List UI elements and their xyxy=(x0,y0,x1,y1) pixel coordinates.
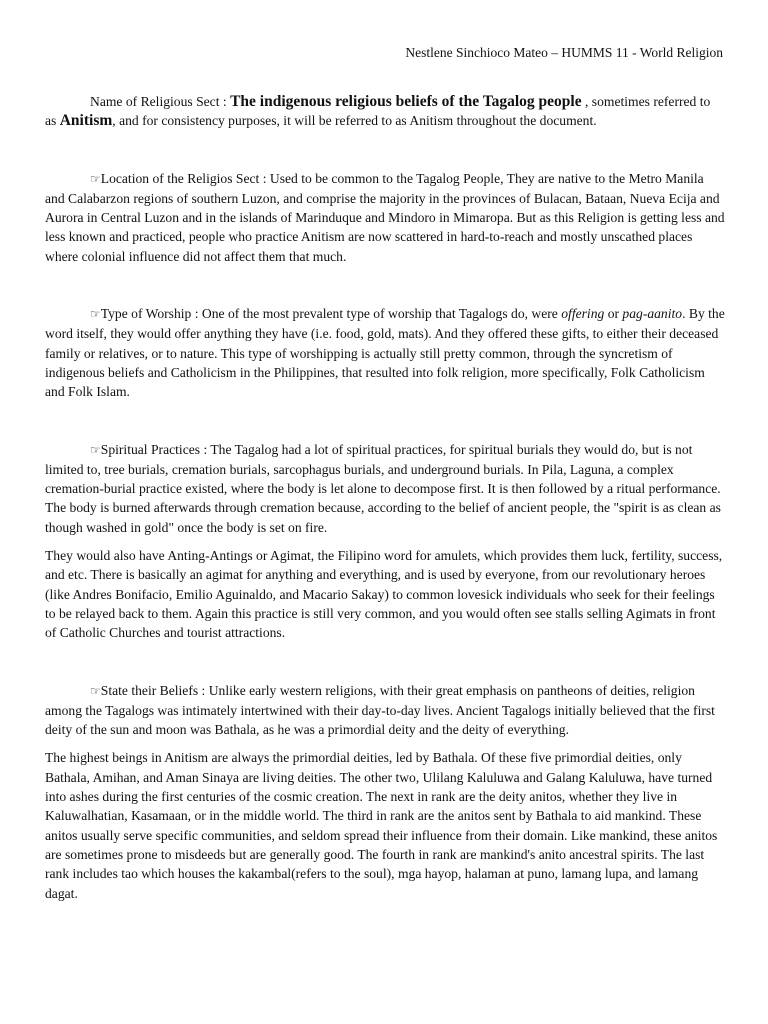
worship-text-or: or xyxy=(604,306,623,322)
location-text: Location of the Religios Sect : Used to be common to the Tagalog People, They are native to the Metro Manila and Calabarzon regions of southern Luzon, and comprise the majority in the provinces of Bulacan, Bataan, Nueva Ecija and Aurora in Central Luzon and in the islands of Marinduque and Mindoro in Mimaropa. But as this Religion is getting less and less known and practiced, people who practice Anitism are now scattered in hard-to-reach and mostly unscathed places where colonial influence did not affect them that much. xyxy=(45,170,725,264)
sect-label: Name of Religious Sect : xyxy=(90,94,231,109)
pointing-hand-icon: ☞ xyxy=(90,307,101,322)
worship-paragraph xyxy=(45,304,725,401)
beliefs-paragraph xyxy=(45,681,725,740)
agimat-paragraph: They would also have Anting-Antings or Agimat, the Filipino word for amulets, which provides them luck, fertility, success, and etc. There is basically an agimat for anything and everything, and is used by everyone, from our revolutionary heroes (like Andres Bonifacio, Emilio Aguinaldo, and Macario Sakay) to common lovesick individuals who seek for their feelings to be relayed back to them. Again this practice is still very common, and you would often see stalls selling Agimats in front of Catholic Churches and tourist attractions. xyxy=(45,548,723,641)
intro-text-end: , and for consistency purposes, it will be referred to as Anitism throughout the document. xyxy=(112,113,597,129)
worship-text-rest: . By the word itself, they would offer anything they have (i.e. food, gold, mats). And they offered these gifts, to either their deceased family or relatives, or to nature. This type of worshipping is actually still pretty common, through the syncretism of indigenous beliefs and Catholicism in the Philippines, that resulted into folk religion, more specifically, Folk Catholicism and Folk Islam. xyxy=(45,306,725,400)
pointing-hand-icon: ☞ xyxy=(90,171,101,186)
anitism-term: Anitism xyxy=(59,112,113,130)
intro-paragraph xyxy=(45,92,725,131)
page-header: Nestlene Sinchioco Mateo – HUMMS 11 - World Religion xyxy=(405,45,723,60)
worship-term-offering: offering xyxy=(561,306,605,322)
sect-name: The indigenous religious beliefs of the Tagalog people xyxy=(230,93,582,110)
beliefs-text: State their Beliefs : Unlike early western religions, with their great emphasis on pantheons of deities, religion among the Tagalogs was intimately intertwined with their day-to-day lives. Ancient Tagalogs initially believed that the first deity of the sun and moon was Bathala, as he was a primordial deity and the deity of everything. xyxy=(45,682,715,738)
document-body xyxy=(45,92,725,903)
spiritual-paragraph xyxy=(45,440,725,537)
pointing-hand-icon: ☞ xyxy=(90,683,101,698)
deities-paragraph: The highest beings in Anitism are always the primordial deities, led by Bathala. Of these five primordial deities, only Bathala, Amihan, and Aman Sinaya are living deities. The other two, Ulilang Kaluluwa and Galang Kaluluwa, have turned into ashes during the first centuries of the cosmic creation. The next in rank are the deity anitos, whether they live in Kaluwalhatian, Kasamaan, or in the middle world. The third in rank are the anitos sent by Bathala to aid mankind. These anitos usually serve specific communities, and seldom spread their influence from their domain. Like mankind, these anitos are sometimes prone to misdeeds but are generally good. The fourth in rank are mankind's anito ancestral spirits. The last rank includes tao which houses the kakambal(refers to the soul), mga hayop, halaman at puno, lamang lupa, and lamang dagat. xyxy=(45,750,718,901)
worship-term-pag-aanito: pag-aanito xyxy=(622,306,683,322)
pointing-hand-icon: ☞ xyxy=(90,442,101,457)
spiritual-text: Spiritual Practices : The Tagalog had a lot of spiritual practices, for spiritual burials they would do, but is not limited to, tree burials, cremation burials, sarcophagus burials, and underground burials. In Pila, Laguna, a complex cremation-burial practice existed, where the body is let alone to decompose first. It is then followed by a ritual performance. The body is burned afterwards through cremation because, according to the belief of ancient people, the "spirit is as clean as though washed in gold" once the body is set on fire. xyxy=(45,441,721,535)
worship-text: Type of Worship : One of the most prevalent type of worship that Tagalogs do, were xyxy=(100,306,562,322)
intro-text: , sometimes referred to as xyxy=(45,94,711,129)
location-paragraph xyxy=(45,169,725,266)
